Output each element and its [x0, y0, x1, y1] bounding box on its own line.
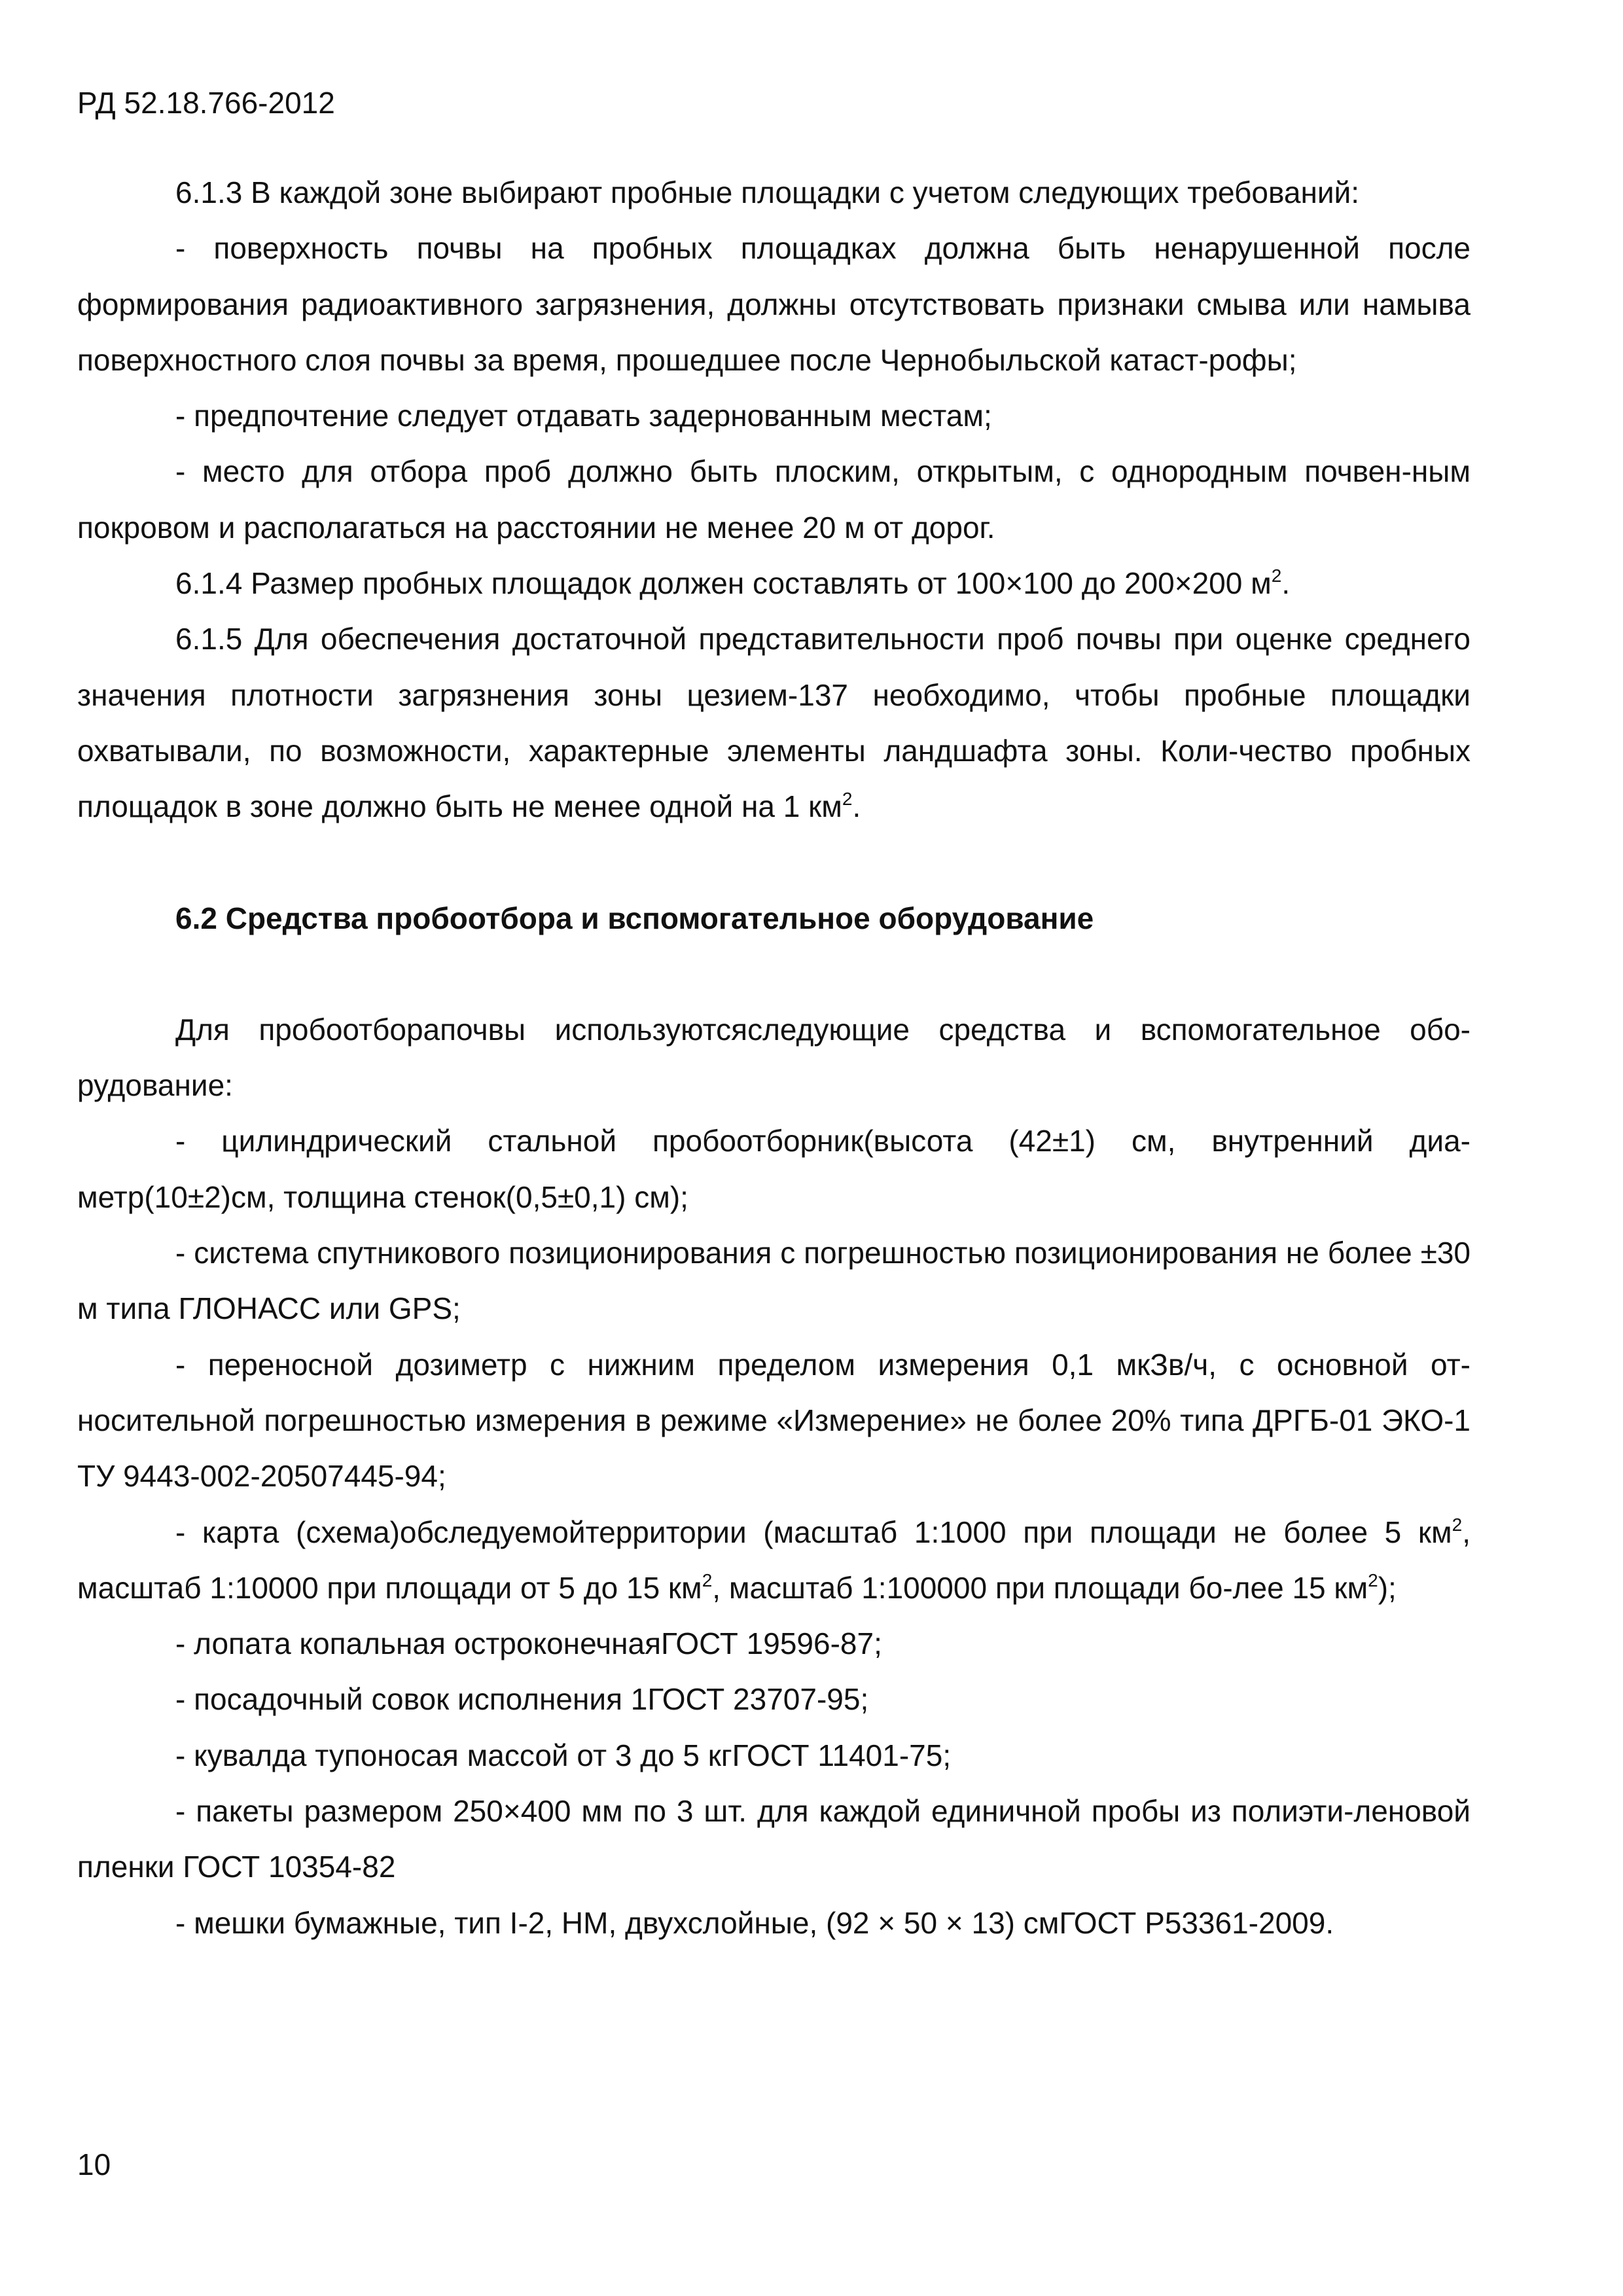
requirement-undisturbed-soil: - поверхность почвы на пробных площадках должна быть ненарушенной после формирования радиоактивного загрязнения, должны отсутствовать признаки смыва или намыва поверхностного слоя почвы за время, прошедшее после Чернобыльской катаст-рофы;	[77, 231, 1471, 377]
superscript-2: 2	[842, 789, 853, 810]
equipment-item-paper-sacks: - мешки бумажные, тип I-2, НМ, двухслойные, (92 × 50 × 13) смГОСТ Р53361-2009.	[175, 1905, 1334, 1940]
paragraph-6-1-5-text: 6.1.5 Для обеспечения достаточной представительности проб почвы при оценке среднего значения плотности загрязнения зоны цезием-137 необходимо, чтобы пробные площадки охватывали, по возможности, характерные элементы ландшафта зоны. Коли-чество пробных площадок в зоне должно быть не менее одной на 1 км	[77, 622, 1471, 824]
equipment-item-plastic-bags: - пакеты размером 250×400 мм по 3 шт. для каждой единичной пробы из полиэти-леновой пленки ГОСТ 10354-82	[77, 1794, 1471, 1884]
paragraph-6-1-5-end: .	[852, 789, 861, 824]
paragraph-6-1-4	[77, 556, 1471, 611]
equipment-item-map-part-a: - карта (схема)обследуемойтерритории (масштаб 1:1000 при площади не более 5 км	[175, 1515, 1452, 1549]
superscript-2: 2	[1452, 1514, 1463, 1535]
requirement-sod-places: - предпочтение следует отдавать задернованным местам;	[175, 399, 992, 433]
equipment-item-map-part-d: );	[1378, 1570, 1397, 1605]
page-number: 10	[77, 2147, 111, 2181]
equipment-item-satellite-positioning: - система спутникового позиционирования с погрешностью позиционирования не более ±30 м типа ГЛОНАСС или GPS;	[77, 1236, 1471, 1326]
paragraph-6-1-5	[77, 611, 1471, 834]
section-heading-6-2: 6.2 Средства пробоотбора и вспомогательное оборудование	[175, 901, 1094, 935]
equipment-item-shovel: - лопата копальная остроконечнаяГОСТ 19596-87;	[175, 1626, 882, 1661]
equipment-item-sledgehammer: - кувалда тупоносая массой от 3 до 5 кгГОСТ 11401-75;	[175, 1738, 952, 1772]
equipment-intro: Для пробоотборапочвы используютсяследующие средства и вспомогательное обо-рудование:	[77, 1012, 1471, 1103]
superscript-2: 2	[1368, 1570, 1378, 1590]
document-code-header: РД 52.18.766-2012	[77, 86, 335, 120]
superscript-2: 2	[1271, 565, 1282, 586]
equipment-item-scoop: - посадочный совок исполнения 1ГОСТ 23707-95;	[175, 1682, 869, 1717]
superscript-2: 2	[702, 1570, 713, 1590]
equipment-item-sampler: - цилиндрический стальной пробоотборник(высота (42±1) см, внутренний диа-метр(10±2)см, толщина стенок(0,5±0,1) см);	[77, 1124, 1471, 1214]
paragraph-6-1-4-end: .	[1281, 566, 1291, 601]
equipment-item-map-part-b: , масштаб 1:10000 при площади от 5 до 15 км	[77, 1515, 1471, 1605]
equipment-item-map-part-c: , масштаб 1:100000 при площади бо-лее 15 км	[712, 1570, 1368, 1605]
equipment-item-map	[77, 1505, 1471, 1617]
requirement-flat-open-site: - место для отбора проб должно быть плоским, открытым, с однородным почвен-ным покровом и располагаться на расстоянии не менее 20 м от дорог.	[77, 454, 1471, 545]
paragraph-6-1-3: 6.1.3 В каждой зоне выбирают пробные площадки с учетом следующих требований:	[175, 175, 1360, 209]
equipment-item-dosimeter: - переносной дозиметр с нижним пределом измерения 0,1 мкЗв/ч, с основной от-носительной погрешностью измерения в режиме «Измерение» не более 20% типа ДРГБ-01 ЭКО-1 ТУ 9443-002-20507445-94;	[77, 1347, 1471, 1494]
document-body	[77, 165, 1471, 1951]
paragraph-6-1-4-text: 6.1.4 Размер пробных площадок должен составлять от 100×100 до 200×200 м	[175, 566, 1272, 601]
